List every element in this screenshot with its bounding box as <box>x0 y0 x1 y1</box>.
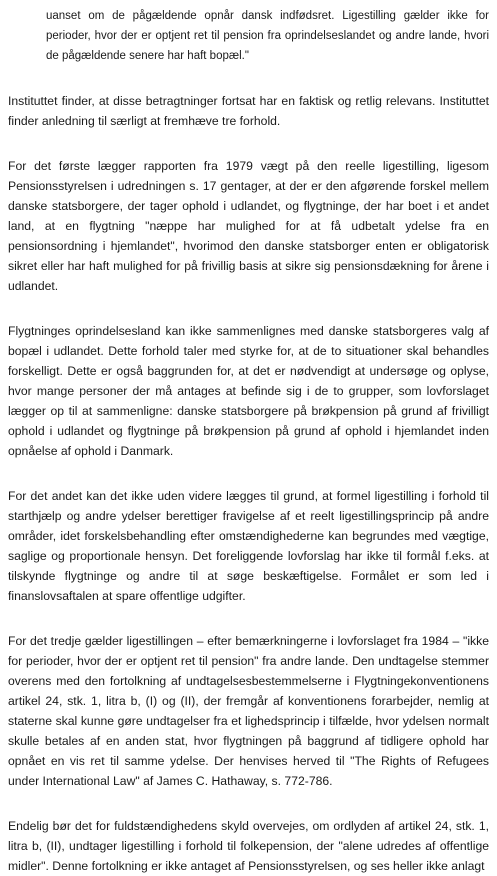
paragraph-first-point: For det første lægger rapporten fra 1979 vægt på den reelle ligestilling, ligesom Pensionsstyrelsen i udredningen s. 17 gentager, at der er den afgørende forskel mellem danske statsborgere, der tager ophold i udlandet, og flygtninge, der har boet i et andet land, at en flygtning "næppe har mulighed for at få udbetalt ydelse fra en pensionsordning i hjemlandet", hvorimod den danske statsborger enten er obligatorisk sikret eller har haft mulighed for på frivillig basis at sikre sig pensionsdækning for årene i udlandet. <box>8 159 489 293</box>
block-quote: uanset om de pågældende opnår dansk indfødsret. Ligestilling gælder ikke for perioder, hvor der er optjent ret til pension fra oprindelseslandet og andre lande, hvori de pågældende senere har haft bopæl." <box>46 10 489 62</box>
paragraph-origin-country: Flygtninges oprindelsesland kan ikke sammenlignes med danske statsborgeres valg af bopæl i udlandet. Dette forhold taler med styrke for, at de to situationer skal behandles forskelligt. Dette er også baggrunden for, at det er nødvendigt at undersøge og oplyse, hvor mange personer der må antages at befinde sig i de to grupper, som lovforslaget lægger op til at sammenligne: danske statsborgere på brøkpension på grund af frivilligt ophold i udlandet og flygtninge på brøkpension på grund af ophold i hjemlandet inden opnåelse af ophold i Danmark. <box>8 324 489 458</box>
paragraph-second-point: For det andet kan det ikke uden videre lægges til grund, at formel ligestilling i forhold til starthjælp og andre ydelser berettiger fravigelse af et reelt ligestillingsprincip på andre områder, idet forskelsbehandling efter omstændighederne kan begrundes med vægtige, saglige og proportionale hensyn. Det foreliggende lovforslag har ikke til formål f.eks. at tilskynde flygtninge og andre til at søge beskæftigelse. Formålet er som led i finanslovsaftalen at spare offentlige udgifter. <box>8 489 489 603</box>
paragraph-finally: Endelig bør det for fuldstændighedens skyld overvejes, om ordlyden af artikel 24, stk. 1, litra b, (II), undtager ligestilling i forhold til folkepension, der "alene udredes af offentlige midler". Denne fortolkning er ikke antaget af Pensionsstyrelsen, og ses heller ikke anlagt <box>8 819 489 873</box>
paragraph-third-point: For det tredje gælder ligestillingen – efter bemærkningerne i lovforslaget fra 1984 – "ikke for perioder, hvor der er optjent ret til pension" fra andre lande. Den undtagelse stemmer overens med den fortolkning af undtagelsesbestemmelserne i Flygtningekonventionens artikel 24, stk. 1, litra b, (I) og (II), der fremgår af konventionens forarbejder, nemlig at staterne skal kunne gøre undtagelser fra et lighedsprincip i tilfælde, hvor ydelsen normalt skulle betales af en anden stat, hvor flygtningen på baggrund af tidligere ophold har opnået en vis ret til samme ydelse. Der henvises herved til "The Rights of Refugees under International Law" af James C. Hathaway, s. 772-786. <box>8 634 489 788</box>
paragraph-institute-findings: Instituttet finder, at disse betragtninger fortsat har en faktisk og retlig relevans. Instituttet finder anledning til særligt at fremhæve tre forhold. <box>8 94 489 128</box>
